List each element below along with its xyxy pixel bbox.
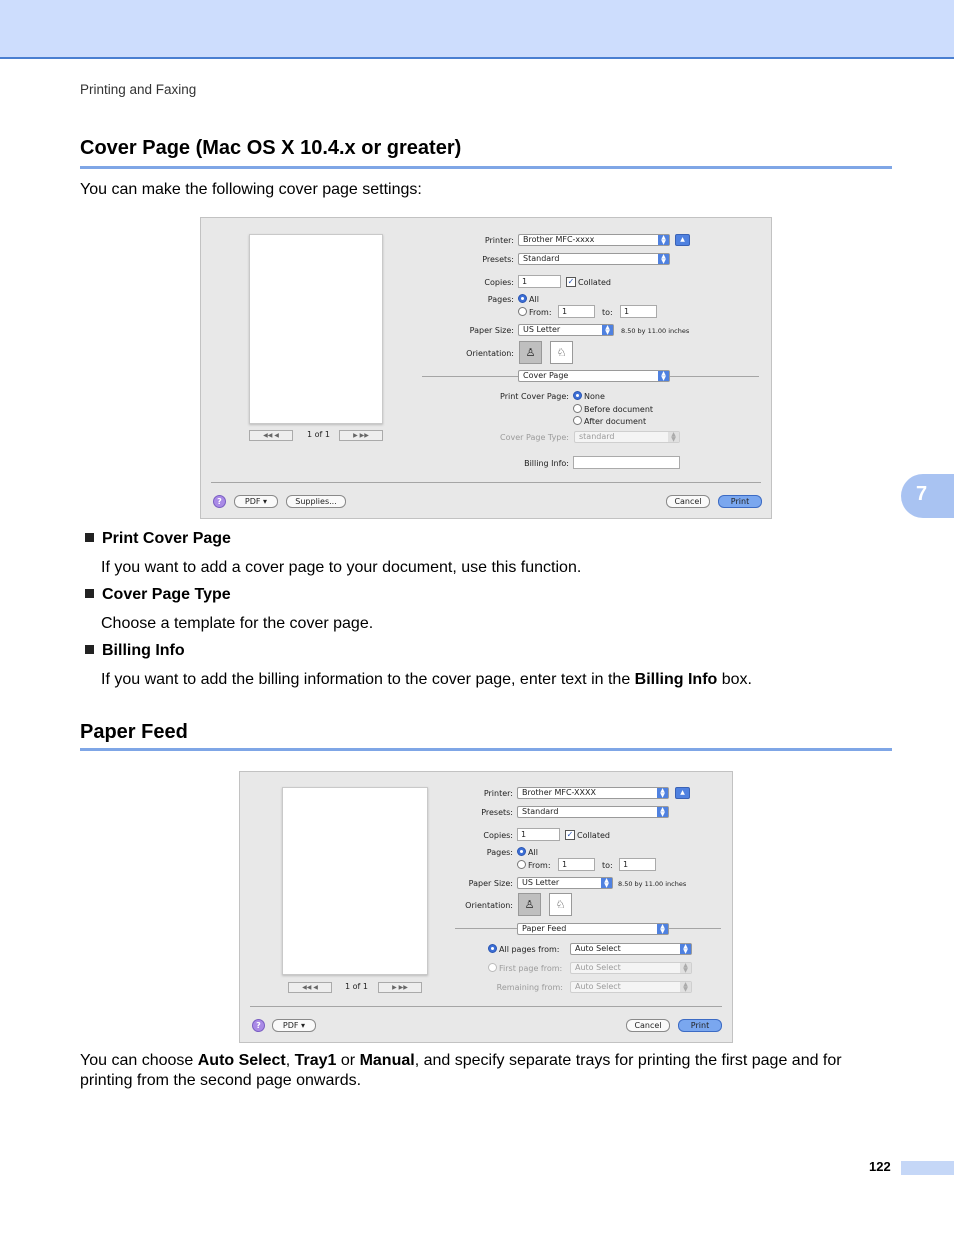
cover-page-type-value: standard: [579, 432, 615, 441]
updown-arrows-icon: ▲ ▼: [680, 963, 691, 973]
copies-label: Copies:: [483, 831, 513, 840]
cover-after-label: After document: [584, 417, 647, 426]
collated-checkbox[interactable]: ✓: [566, 830, 574, 839]
portrait-icon[interactable]: ♙: [518, 893, 541, 916]
divider: [250, 1006, 722, 1007]
billing-info-label: Billing Info:: [524, 459, 569, 468]
preview-forward-button[interactable]: ▶ ▶▶: [378, 982, 422, 993]
remaining-value: Auto Select: [575, 982, 621, 991]
bullet-heading: Cover Page Type: [102, 586, 231, 603]
desc-text: You can choose: [80, 1052, 198, 1069]
paper-size-value: US Letter: [522, 878, 560, 887]
help-icon[interactable]: ?: [213, 495, 226, 508]
copies-field[interactable]: 1: [517, 828, 560, 841]
copies-field[interactable]: 1: [518, 275, 561, 288]
from-field[interactable]: 1: [558, 305, 595, 318]
first-page-value: Auto Select: [575, 963, 621, 972]
section-title-paper-feed: Paper Feed: [80, 721, 188, 743]
chapter-tab: [901, 474, 954, 518]
bullet-heading: Billing Info: [102, 642, 185, 659]
cover-after-radio[interactable]: [573, 416, 582, 425]
pages-from-label: From:: [528, 861, 551, 870]
cover-page-type-label: Cover Page Type:: [500, 433, 569, 442]
panel-value: Paper Feed: [522, 924, 567, 933]
updown-arrows-icon: ▲ ▼: [601, 878, 612, 888]
presets-select[interactable]: [518, 253, 670, 265]
bullet-cover-page-type: [85, 586, 231, 604]
section-rule: [80, 166, 892, 169]
intro-text: You can make the following cover page settings:: [80, 181, 422, 198]
bullet-square-icon: [85, 533, 94, 542]
printer-label: Printer:: [483, 789, 513, 798]
panel-select[interactable]: [517, 923, 669, 935]
print-button[interactable]: Print: [678, 1019, 722, 1032]
panel-value: Cover Page: [523, 371, 569, 380]
printer-select[interactable]: [517, 787, 669, 799]
presets-value: Standard: [522, 807, 559, 816]
pages-from-label: From:: [529, 308, 552, 317]
first-page-select[interactable]: [570, 962, 692, 974]
all-pages-select[interactable]: [570, 943, 692, 955]
remaining-label: Remaining from:: [496, 983, 563, 992]
collated-label: Collated: [578, 278, 611, 287]
preview-back-button[interactable]: ◀◀ ◀: [288, 982, 332, 993]
section-rule: [80, 748, 892, 751]
all-pages-radio[interactable]: [488, 944, 497, 953]
bullet-desc: If you want to add a cover page to your document, use this function.: [101, 559, 582, 576]
printer-select[interactable]: [518, 234, 670, 246]
printer-value: Brother MFC-XXXX: [522, 788, 596, 797]
print-button[interactable]: Print: [718, 495, 762, 508]
all-pages-value: Auto Select: [575, 944, 621, 953]
desc-bold: Manual: [359, 1052, 415, 1069]
cover-page-type-select[interactable]: [574, 431, 680, 443]
paper-size-select[interactable]: [518, 324, 614, 336]
page-count: 1 of 1: [307, 430, 330, 439]
page-preview: [282, 787, 428, 975]
updown-arrows-icon: ▲ ▼: [680, 982, 691, 992]
presets-label: Presets:: [481, 808, 513, 817]
printer-value: Brother MFC-xxxx: [523, 235, 595, 244]
cover-before-radio[interactable]: [573, 404, 582, 413]
presets-label: Presets:: [482, 255, 514, 264]
pages-all-radio[interactable]: [518, 294, 527, 303]
bullet-billing-info: [85, 642, 185, 660]
preview-back-button[interactable]: ◀◀ ◀: [249, 430, 293, 441]
pages-from-radio[interactable]: [518, 307, 527, 316]
paper-size-label: Paper Size:: [469, 326, 514, 335]
updown-arrows-icon: ▲ ▼: [658, 371, 669, 381]
cover-none-radio[interactable]: [573, 391, 582, 400]
cancel-button[interactable]: Cancel: [666, 495, 710, 508]
desc-text: or: [336, 1052, 360, 1069]
landscape-icon[interactable]: ♘: [549, 893, 572, 916]
page-count: 1 of 1: [345, 982, 368, 991]
printer-label: Printer:: [484, 236, 514, 245]
updown-arrows-icon: ▲ ▼: [658, 235, 669, 245]
to-label: to:: [602, 861, 613, 870]
cover-none-label: None: [584, 392, 605, 401]
expand-dialog-button[interactable]: ▲: [675, 234, 690, 246]
desc-text: If you want to add the billing information to the cover page, enter text in the: [101, 671, 635, 688]
bullet-heading: Print Cover Page: [102, 530, 231, 547]
updown-arrows-icon: ▲ ▼: [658, 254, 669, 264]
paper-size-description: 8.50 by 11.00 inches: [618, 880, 687, 888]
pages-all-label: All: [529, 295, 539, 304]
billing-info-field[interactable]: [573, 456, 680, 469]
print-dialog-cover-page: [200, 217, 772, 519]
desc-text: ,: [285, 1052, 295, 1069]
collated-checkbox[interactable]: ✓: [567, 277, 575, 286]
cover-before-label: Before document: [584, 405, 654, 414]
header-band: [0, 0, 954, 59]
paper-size-value: US Letter: [523, 325, 561, 334]
to-field[interactable]: 1: [619, 858, 656, 871]
orientation-label: Orientation:: [465, 901, 513, 910]
copies-label: Copies:: [484, 278, 514, 287]
first-page-radio[interactable]: [488, 963, 497, 972]
pages-all-radio[interactable]: [517, 847, 526, 856]
presets-select[interactable]: [517, 806, 669, 818]
print-dialog-paper-feed: [239, 771, 733, 1043]
updown-arrows-icon: ▲ ▼: [668, 432, 679, 442]
pages-label: Pages:: [486, 848, 513, 857]
pages-all-label: All: [528, 848, 538, 857]
expand-dialog-button[interactable]: ▲: [675, 787, 690, 799]
pages-label: Pages:: [487, 295, 514, 304]
first-page-label: First page from:: [499, 964, 563, 973]
presets-value: Standard: [523, 254, 560, 263]
desc-text: , and specify separate trays for printing the first page and for printing from the second page onwards.: [80, 1052, 842, 1089]
help-icon[interactable]: ?: [252, 1019, 265, 1032]
portrait-icon[interactable]: ♙: [519, 341, 542, 364]
to-field[interactable]: 1: [620, 305, 657, 318]
chapter-number: 7: [916, 483, 928, 505]
desc-bold: Billing Info: [634, 671, 718, 688]
bullet-desc: Choose a template for the cover page.: [101, 615, 374, 632]
cancel-button[interactable]: Cancel: [626, 1019, 670, 1032]
paper-size-label: Paper Size:: [468, 879, 513, 888]
remaining-select[interactable]: [570, 981, 692, 993]
landscape-icon[interactable]: ♘: [550, 341, 573, 364]
bullet-square-icon: [85, 645, 94, 654]
supplies-button[interactable]: Supplies...: [286, 495, 346, 508]
preview-forward-button[interactable]: ▶ ▶▶: [339, 430, 383, 441]
page-preview: [249, 234, 383, 424]
orientation-label: Orientation:: [466, 349, 514, 358]
updown-arrows-icon: ▲ ▼: [657, 924, 668, 934]
desc-bold: Tray1: [294, 1052, 337, 1069]
updown-arrows-icon: ▲ ▼: [680, 944, 691, 954]
desc-text: box.: [717, 671, 752, 688]
divider: [211, 482, 761, 483]
updown-arrows-icon: ▲ ▼: [657, 807, 668, 817]
from-field[interactable]: 1: [558, 858, 595, 871]
page-number-bar: [901, 1161, 954, 1175]
bullet-desc: [101, 670, 752, 690]
updown-arrows-icon: ▲ ▼: [657, 788, 668, 798]
collated-label: Collated: [577, 831, 610, 840]
pages-from-radio[interactable]: [517, 860, 526, 869]
print-cover-page-label: Print Cover Page:: [500, 392, 569, 401]
section-title-cover-page: Cover Page (Mac OS X 10.4.x or greater): [80, 137, 462, 159]
updown-arrows-icon: ▲ ▼: [602, 325, 613, 335]
running-head: Printing and Faxing: [80, 82, 197, 97]
paper-size-select[interactable]: [517, 877, 613, 889]
paper-feed-description: [80, 1051, 892, 1091]
paper-size-description: 8.50 by 11.00 inches: [621, 327, 690, 335]
desc-bold: Auto Select: [197, 1052, 286, 1069]
panel-select[interactable]: [518, 370, 670, 382]
page-number: 122: [869, 1159, 891, 1174]
bullet-square-icon: [85, 589, 94, 598]
bullet-print-cover-page: [85, 530, 231, 548]
pdf-button[interactable]: PDF ▾: [272, 1019, 316, 1032]
to-label: to:: [602, 308, 613, 317]
all-pages-label: All pages from:: [499, 945, 560, 954]
pdf-button[interactable]: PDF ▾: [234, 495, 278, 508]
